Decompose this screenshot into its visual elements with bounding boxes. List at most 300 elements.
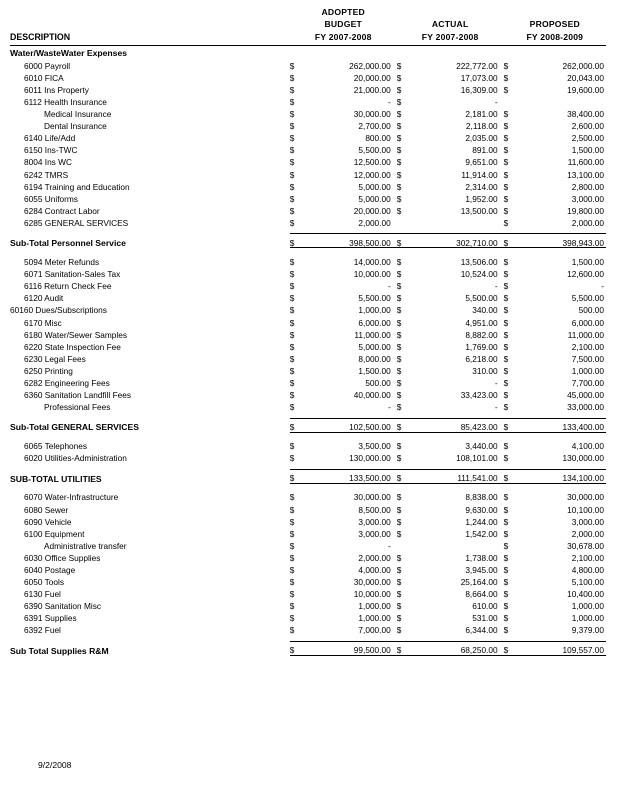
value-proposed: 1,000.00 — [571, 365, 604, 376]
currency-symbol-actual: $ — [396, 390, 402, 401]
value-actual: - — [494, 402, 498, 413]
value-budget: 6,000.00 — [358, 317, 391, 328]
value-budget: - — [387, 281, 391, 292]
value-proposed: 3,000.00 — [571, 193, 604, 204]
currency-symbol-actual: $ — [396, 121, 402, 132]
value-proposed: 7,500.00 — [571, 353, 604, 364]
table-row — [10, 106, 606, 118]
row-description: 6150 Ins-TWC — [24, 145, 78, 156]
currency-symbol-actual: $ — [396, 169, 402, 180]
currency-symbol-proposed: $ — [503, 217, 509, 228]
table-row — [10, 400, 606, 412]
table-row — [10, 70, 606, 82]
row-description: 6250 Printing — [24, 365, 73, 376]
value-proposed: 45,000.00 — [567, 390, 604, 401]
value-proposed: 1,500.00 — [571, 145, 604, 156]
subtotal-value-budget: 133,500.00 — [303, 469, 396, 483]
currency-symbol-proposed: $ — [503, 305, 509, 316]
subtotal-value-budget: 398,500.00 — [303, 234, 396, 248]
table-row — [10, 514, 606, 526]
currency-symbol-actual: $ — [396, 504, 402, 515]
value-budget: - — [387, 402, 391, 413]
table-row — [10, 327, 606, 339]
table-row — [10, 267, 606, 279]
table-row — [10, 451, 606, 463]
col1-header-line3: FY 2007-2008 — [314, 32, 372, 43]
currency-symbol-budget: $ — [289, 181, 295, 192]
row-description: 6390 Sanitation Misc — [24, 601, 102, 612]
table-row — [10, 439, 606, 451]
value-budget: 8,000.00 — [358, 353, 391, 364]
value-actual: 17,073.00 — [460, 72, 498, 83]
currency-symbol-proposed: $ — [503, 157, 509, 168]
value-actual: 33,423.00 — [460, 390, 498, 401]
value-budget: 10,000.00 — [353, 269, 391, 280]
subtotal-currency-actual: $ — [397, 418, 411, 432]
value-actual: 2,314.00 — [465, 181, 498, 192]
row-description: 6120 Audit — [24, 293, 64, 304]
subtotal-value-budget: 102,500.00 — [303, 418, 396, 432]
currency-symbol-actual: $ — [396, 205, 402, 216]
table-row — [10, 254, 606, 266]
value-actual: 8,882.00 — [465, 329, 498, 340]
subtotal-label: Sub Total Supplies R&M — [10, 645, 109, 656]
value-proposed: 6,000.00 — [571, 317, 604, 328]
currency-symbol-budget: $ — [289, 269, 295, 280]
currency-symbol-budget: $ — [289, 625, 295, 636]
value-budget: 1,000.00 — [358, 305, 391, 316]
subtotal-currency-actual: $ — [397, 641, 411, 655]
value-actual: 1,244.00 — [465, 516, 498, 527]
currency-symbol-proposed: $ — [503, 341, 509, 352]
value-proposed: 4,100.00 — [571, 441, 604, 452]
value-actual: 1,542.00 — [465, 528, 498, 539]
value-budget: 1,000.00 — [358, 601, 391, 612]
value-proposed: 30,678.00 — [567, 540, 604, 551]
row-description: Administrative transfer — [44, 540, 127, 551]
table-row — [10, 58, 606, 70]
currency-symbol-actual: $ — [396, 402, 402, 413]
currency-symbol-actual: $ — [396, 528, 402, 539]
subtotal-currency-budget: $ — [290, 234, 304, 248]
row-description: 6055 Uniforms — [24, 193, 78, 204]
row-description: 6011 Ins Property — [24, 84, 89, 95]
table-row — [10, 191, 606, 203]
row-description: 6040 Postage — [24, 565, 76, 576]
currency-symbol-actual: $ — [396, 365, 402, 376]
row-description: 6194 Training and Education — [24, 181, 130, 192]
value-budget: 7,000.00 — [358, 625, 391, 636]
value-budget: 4,000.00 — [358, 565, 391, 576]
subtotal-currency-proposed: $ — [504, 234, 518, 248]
table-row — [10, 167, 606, 179]
table-row — [10, 526, 606, 538]
row-description: 6100 Equipment — [24, 528, 85, 539]
value-budget: 10,000.00 — [353, 589, 391, 600]
value-budget: 3,000.00 — [358, 516, 391, 527]
row-description: 6285 GENERAL SERVICES — [24, 217, 129, 228]
currency-symbol-proposed: $ — [503, 441, 509, 452]
subtotal-value-proposed: 109,557.00 — [517, 641, 606, 655]
currency-symbol-budget: $ — [289, 552, 295, 563]
value-actual: 8,838.00 — [465, 492, 498, 503]
currency-symbol-actual: $ — [396, 341, 402, 352]
value-budget: 5,500.00 — [358, 293, 391, 304]
value-proposed: 2,100.00 — [571, 552, 604, 563]
value-proposed: 7,700.00 — [571, 377, 604, 388]
currency-symbol-actual: $ — [396, 317, 402, 328]
value-actual: 13,506.00 — [460, 257, 498, 268]
currency-symbol-actual: $ — [396, 625, 402, 636]
currency-symbol-proposed: $ — [503, 365, 509, 376]
table-row — [10, 155, 606, 167]
currency-symbol-actual: $ — [396, 109, 402, 120]
value-budget: 30,000.00 — [353, 109, 391, 120]
currency-symbol-budget: $ — [289, 293, 295, 304]
currency-symbol-proposed: $ — [503, 492, 509, 503]
row-description: 6000 Payroll — [24, 60, 71, 71]
currency-symbol-actual: $ — [396, 577, 402, 588]
currency-symbol-actual: $ — [396, 269, 402, 280]
table-row — [10, 119, 606, 131]
currency-symbol-actual: $ — [396, 353, 402, 364]
value-actual: 13,500.00 — [460, 205, 498, 216]
currency-symbol-actual: $ — [396, 281, 402, 292]
row-description: 6360 Sanitation Landfill Fees — [24, 390, 132, 401]
row-description: 6391 Supplies — [24, 613, 77, 624]
value-budget: 262,000.00 — [349, 60, 391, 71]
value-proposed: 19,600.00 — [567, 84, 604, 95]
value-actual: 1,738.00 — [465, 552, 498, 563]
value-actual: 891.00 — [472, 145, 498, 156]
value-actual — [410, 538, 503, 550]
table-row — [10, 179, 606, 191]
currency-symbol-actual: $ — [396, 72, 402, 83]
table-row — [10, 339, 606, 351]
value-actual — [410, 215, 503, 227]
value-actual: 8,664.00 — [465, 589, 498, 600]
currency-symbol-budget: $ — [289, 453, 295, 464]
value-actual: 10,524.00 — [460, 269, 498, 280]
currency-symbol-proposed — [504, 94, 518, 106]
currency-symbol-actual: $ — [396, 60, 402, 71]
currency-symbol-proposed: $ — [503, 205, 509, 216]
value-proposed: 5,500.00 — [571, 293, 604, 304]
currency-symbol-budget: $ — [289, 60, 295, 71]
row-description: 6065 Telephones — [24, 441, 88, 452]
value-budget: 800.00 — [365, 133, 391, 144]
value-budget: 5,000.00 — [358, 341, 391, 352]
value-budget: 20,000.00 — [353, 205, 391, 216]
value-actual: 2,118.00 — [465, 121, 498, 132]
table-row — [10, 538, 606, 550]
value-proposed: 1,000.00 — [571, 613, 604, 624]
currency-symbol-proposed: $ — [503, 317, 509, 328]
value-budget: 3,500.00 — [358, 441, 391, 452]
table-row — [10, 303, 606, 315]
value-proposed: 38,400.00 — [567, 109, 604, 120]
value-budget: 14,000.00 — [353, 257, 391, 268]
currency-symbol-budget: $ — [289, 217, 295, 228]
value-actual: 25,164.00 — [460, 577, 498, 588]
currency-symbol-actual: $ — [396, 377, 402, 388]
value-actual: 108,101.00 — [456, 453, 498, 464]
row-description: 5094 Meter Refunds — [24, 257, 100, 268]
currency-symbol-actual: $ — [396, 133, 402, 144]
value-budget: 2,000.00 — [358, 217, 391, 228]
row-description: 6230 Legal Fees — [24, 353, 86, 364]
currency-symbol-proposed: $ — [503, 60, 509, 71]
row-description: 8004 Ins WC — [24, 157, 72, 168]
value-actual: 5,500.00 — [465, 293, 498, 304]
value-proposed — [517, 94, 606, 106]
currency-symbol-proposed: $ — [503, 453, 509, 464]
value-budget: 11,000.00 — [354, 329, 391, 340]
value-budget: 3,000.00 — [358, 528, 391, 539]
value-proposed: 11,600.00 — [567, 157, 604, 168]
value-proposed: 9,379.00 — [571, 625, 604, 636]
currency-symbol-budget: $ — [289, 390, 295, 401]
currency-symbol-proposed: $ — [503, 601, 509, 612]
row-description: 6020 Utilities-Administration — [24, 453, 127, 464]
currency-symbol-budget: $ — [289, 504, 295, 515]
currency-symbol-budget: $ — [289, 516, 295, 527]
value-proposed: 2,600.00 — [571, 121, 604, 132]
currency-symbol-budget: $ — [289, 157, 295, 168]
currency-symbol-budget: $ — [289, 317, 295, 328]
currency-symbol-budget: $ — [289, 492, 295, 503]
value-proposed: - — [601, 281, 604, 292]
currency-symbol-proposed: $ — [503, 402, 509, 413]
value-actual: 340.00 — [472, 305, 498, 316]
value-budget: - — [387, 540, 391, 551]
subtotal-currency-budget: $ — [290, 469, 304, 483]
currency-symbol-budget: $ — [289, 528, 295, 539]
subtotal-value-budget: 99,500.00 — [303, 641, 396, 655]
currency-symbol-proposed: $ — [503, 353, 509, 364]
currency-symbol-budget: $ — [289, 109, 295, 120]
subtotal-currency-proposed: $ — [504, 418, 518, 432]
table-row — [10, 611, 606, 623]
row-description: 6284 Contract Labor — [24, 205, 100, 216]
currency-symbol-actual: $ — [396, 97, 402, 108]
budget-table-header — [10, 6, 606, 58]
currency-symbol-proposed: $ — [503, 72, 509, 83]
currency-symbol-budget: $ — [289, 329, 295, 340]
currency-symbol-actual: $ — [396, 257, 402, 268]
value-proposed: 10,100.00 — [567, 504, 604, 515]
row-description: 6392 Fuel — [24, 625, 61, 636]
value-proposed: 20,043.00 — [567, 72, 604, 83]
table-row — [10, 143, 606, 155]
currency-symbol-proposed: $ — [503, 181, 509, 192]
row-description: 6010 FICA — [24, 72, 64, 83]
value-proposed: 33,000.00 — [567, 402, 604, 413]
currency-symbol-actual: $ — [396, 441, 402, 452]
currency-symbol-proposed: $ — [503, 377, 509, 388]
document-title: Water/WasteWater Expenses — [10, 48, 128, 59]
currency-symbol-budget: $ — [289, 613, 295, 624]
value-budget: 8,500.00 — [358, 504, 391, 515]
value-actual: 6,218.00 — [465, 353, 498, 364]
value-budget: 12,500.00 — [353, 157, 391, 168]
currency-symbol-budget: $ — [289, 145, 295, 156]
currency-symbol-actual: $ — [396, 601, 402, 612]
col2-header-line3: FY 2007-2008 — [421, 32, 479, 43]
value-budget: 2,000.00 — [358, 552, 391, 563]
row-description: 6112 Health Insurance — [24, 97, 107, 108]
value-budget: 12,000.00 — [353, 169, 391, 180]
currency-symbol-actual: $ — [396, 145, 402, 156]
currency-symbol-actual: $ — [396, 589, 402, 600]
table-row — [10, 502, 606, 514]
value-budget: 2,700.00 — [358, 121, 391, 132]
currency-symbol-proposed: $ — [503, 565, 509, 576]
value-budget: 5,000.00 — [358, 193, 391, 204]
currency-symbol-budget: $ — [289, 97, 295, 108]
row-description: 6242 TMRS — [24, 169, 69, 180]
currency-symbol-proposed: $ — [503, 540, 509, 551]
currency-symbol-proposed: $ — [503, 281, 509, 292]
value-actual: 3,945.00 — [465, 565, 498, 576]
subtotal-label: SUB-TOTAL UTILITIES — [10, 473, 102, 484]
value-actual: 11,914.00 — [461, 169, 498, 180]
currency-symbol-proposed: $ — [503, 84, 509, 95]
currency-symbol-budget: $ — [289, 601, 295, 612]
currency-symbol-budget: $ — [289, 540, 295, 551]
currency-symbol-actual: $ — [396, 157, 402, 168]
table-row — [10, 351, 606, 363]
value-actual: 9,651.00 — [465, 157, 498, 168]
value-proposed: 2,000.00 — [571, 217, 604, 228]
value-actual: 2,035.00 — [465, 133, 498, 144]
currency-symbol-proposed: $ — [503, 109, 509, 120]
subtotal-label: Sub-Total GENERAL SERVICES — [10, 422, 139, 433]
value-actual: 610.00 — [472, 601, 498, 612]
currency-symbol-proposed: $ — [503, 193, 509, 204]
value-actual: 531.00 — [472, 613, 498, 624]
value-budget: 40,000.00 — [353, 390, 391, 401]
subtotal-row — [10, 234, 606, 248]
row-description: 6050 Tools — [24, 577, 64, 588]
currency-symbol-actual — [397, 215, 411, 227]
currency-symbol-proposed: $ — [503, 390, 509, 401]
currency-symbol-budget: $ — [289, 341, 295, 352]
currency-symbol-budget: $ — [289, 281, 295, 292]
currency-symbol-budget: $ — [289, 84, 295, 95]
value-proposed: 500.00 — [578, 305, 604, 316]
currency-symbol-budget: $ — [289, 589, 295, 600]
subtotal-label: Sub-Total Personnel Service — [10, 238, 126, 249]
value-actual: 4,951.00 — [465, 317, 498, 328]
subtotal-currency-actual: $ — [397, 234, 411, 248]
subtotal-currency-budget: $ — [290, 641, 304, 655]
currency-symbol-budget: $ — [289, 121, 295, 132]
value-proposed: 13,100.00 — [567, 169, 604, 180]
col3-header-line2: PROPOSED — [529, 19, 580, 30]
value-budget: 500.00 — [365, 377, 391, 388]
budget-table — [10, 6, 606, 662]
currency-symbol-actual: $ — [396, 516, 402, 527]
value-proposed: 5,100.00 — [571, 577, 604, 588]
col1-header-line2: BUDGET — [324, 19, 362, 30]
currency-symbol-budget: $ — [289, 205, 295, 216]
value-budget: - — [387, 97, 391, 108]
value-proposed: 130,000.00 — [562, 453, 604, 464]
subtotal-value-actual: 85,423.00 — [410, 418, 503, 432]
currency-symbol-actual: $ — [396, 305, 402, 316]
value-proposed: 10,400.00 — [567, 589, 604, 600]
table-row — [10, 387, 606, 399]
value-budget: 5,000.00 — [358, 181, 391, 192]
table-row — [10, 203, 606, 215]
currency-symbol-budget: $ — [289, 353, 295, 364]
currency-symbol-actual: $ — [396, 84, 402, 95]
subtotal-currency-budget: $ — [290, 418, 304, 432]
col3-header-line3: FY 2008-2009 — [526, 32, 584, 43]
row-description: 6170 Misc — [24, 317, 62, 328]
table-row — [10, 215, 606, 227]
value-actual: 222,772.00 — [456, 60, 498, 71]
table-row — [10, 623, 606, 635]
currency-symbol-budget: $ — [289, 133, 295, 144]
value-budget: 5,500.00 — [358, 145, 391, 156]
row-description: Medical Insurance — [44, 109, 112, 120]
table-row — [10, 490, 606, 502]
table-row — [10, 82, 606, 94]
row-description: 6220 State Inspection Fee — [24, 341, 121, 352]
value-budget: 20,000.00 — [353, 72, 391, 83]
currency-symbol-actual: $ — [396, 613, 402, 624]
row-description: 6090 Vehicle — [24, 516, 72, 527]
row-description: 60160 Dues/Subscriptions — [10, 305, 107, 316]
value-budget: 130,000.00 — [349, 453, 391, 464]
value-proposed: 2,800.00 — [571, 181, 604, 192]
value-actual: - — [494, 281, 498, 292]
value-budget: 21,000.00 — [353, 84, 391, 95]
value-actual: 1,952.00 — [465, 193, 498, 204]
table-row — [10, 279, 606, 291]
value-actual: 2,181.00 — [465, 109, 498, 120]
currency-symbol-proposed: $ — [503, 528, 509, 539]
value-actual: 9,630.00 — [465, 504, 498, 515]
subtotal-value-actual: 302,710.00 — [410, 234, 503, 248]
header-blank-2 — [10, 18, 290, 30]
currency-symbol-actual — [397, 538, 411, 550]
subtotal-row — [10, 418, 606, 432]
currency-symbol-proposed: $ — [503, 145, 509, 156]
row-description: 6071 Sanitation-Sales Tax — [24, 269, 121, 280]
row-description: 6180 Water/Sewer Samples — [24, 329, 127, 340]
subtotal-value-proposed: 134,100.00 — [517, 469, 606, 483]
table-row — [10, 375, 606, 387]
value-actual: - — [494, 97, 498, 108]
value-budget: 1,000.00 — [358, 613, 391, 624]
value-proposed: 19,800.00 — [567, 205, 604, 216]
currency-symbol-proposed: $ — [503, 269, 509, 280]
currency-symbol-budget: $ — [289, 441, 295, 452]
table-row — [10, 291, 606, 303]
value-budget: 30,000.00 — [353, 577, 391, 588]
subtotal-value-proposed: 133,400.00 — [517, 418, 606, 432]
value-actual: 1,769.00 — [465, 341, 498, 352]
value-proposed: 2,100.00 — [571, 341, 604, 352]
currency-symbol-proposed: $ — [503, 552, 509, 563]
description-column-header: DESCRIPTION — [10, 32, 71, 43]
row-description: 6070 Water-Infrastructure — [24, 492, 119, 503]
row-description: 6140 Life/Add — [24, 133, 76, 144]
currency-symbol-budget: $ — [289, 257, 295, 268]
